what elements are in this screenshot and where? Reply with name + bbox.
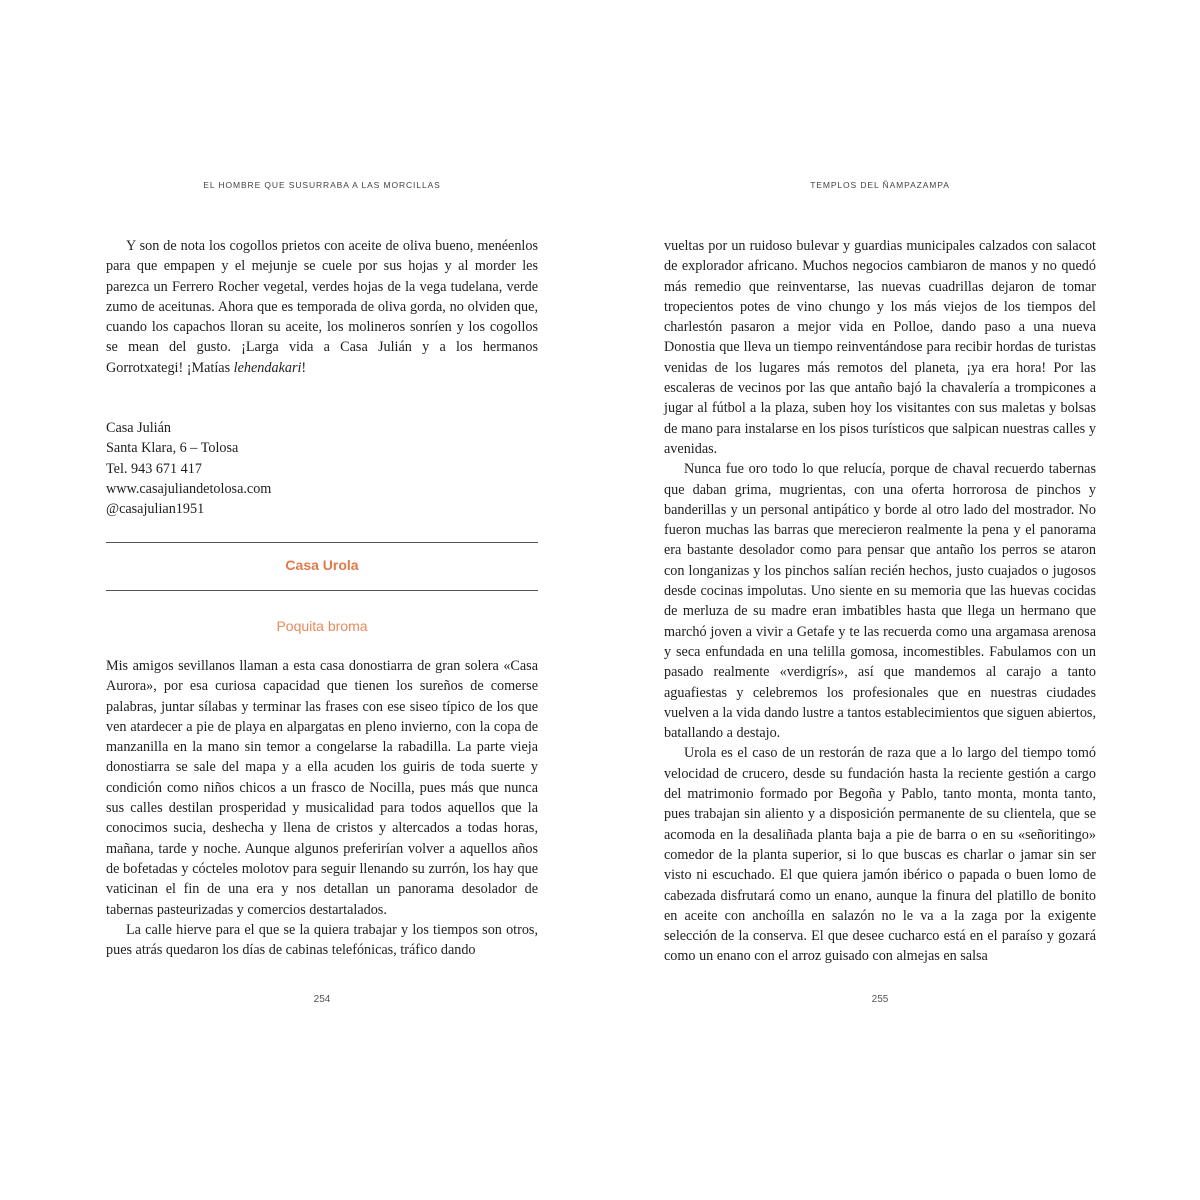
paragraph: Nunca fue oro todo lo que relucía, porque de chaval recuerdo tabernas que daban grima, mugrientas, con una oferta horrorosa de pinchos y banderillas y un personal antipático y borde al otro lado del mostrador. No fueron muchas las barras que merecieron realmente la pena y el panorama era bastante desolador como para pensar que antaño los perros se ataron con longanizas y los pinchos salían recién hechos, justo cuajados o jugosos desde cocinas impolutas. Uno siente en su memoria que las huevas cocidas de merluza de su madre eran imbatibles hasta que llega un hermano que marchó joven a vivir a Getafe y te las recuerda como una argamasa arenosa y seca enfundada en una telilla gomosa, incomestibles. Fabulamos con un pasado realmente «verdigrís», así que mandemos al carajo a tanto aguafiestas y celebremos los profesionales que en nuestras ciudades vuelven a la vida dando lustre a tantos establecimientos que siguen abiertos, batallando a destajo. <box>664 461 1096 742</box>
section-title: Casa Urola <box>285 557 359 573</box>
intro-text <box>106 236 538 378</box>
intro-paragraph-text: Y son de nota los cogollos prietos con aceite de oliva bueno, menéenlos para que empapen y el mejunje se cuele por sus hojas y al morder les parezca un Ferrero Rocher vegetal, verdes hojas de la vega tudelana, verde zumo de aceitunas. Ahora que es temporada de oliva gorda, no olviden que, cuando los capachos lloran su aceite, los molineros sonríen y los cogollos se mean del gusto. ¡Larga vida a Casa Julián y a los hermanos Gorrotxategi! ¡Matías <box>106 238 538 376</box>
address-block <box>106 418 538 519</box>
address-street: Santa Klara, 6 – Tolosa <box>106 440 239 457</box>
page-number-right: 255 <box>871 994 889 1005</box>
intro-paragraph-end: ! <box>301 359 307 376</box>
intro-paragraph-italic: lehendakari <box>233 359 302 376</box>
address-phone: Tel. 943 671 417 <box>106 460 202 477</box>
divider-bottom <box>106 590 538 591</box>
address-web: www.casajuliandetolosa.com <box>106 480 272 497</box>
address-social: @casajulian1951 <box>106 501 205 518</box>
running-head-left: EL HOMBRE QUE SUSURRABA A LAS MORCILLAS <box>203 180 441 190</box>
divider-top <box>106 542 538 543</box>
paragraph: Urola es el caso de un restorán de raza que a lo largo del tiempo tomó velocidad de crucero, desde su fundación hasta la reciente gestión a cargo del matrimonio formado por Begoña y Pablo, tanto monta, monta tanto, pues trabajan sin aliento y a disposición permanente de su clientela, que se acomoda en la desaliñada planta baja a pie de barra o en su «señoritingo» comedor de la planta superior, si lo que buscas es charlar o jamar sin ser visto ni escuchado. El que quiera jamón ibérico o papada o buen lomo de cabezada disfrutará como un enano, aunque la finura del platillo de bonito en aceite con anchoílla en salazón no le va a la zaga por la exigente selección de la conserva. El que desee cucharco está en el paraíso y gozará como un enano con el arroz guisado con almejas en salsa <box>664 745 1096 965</box>
paragraph: vueltas por un ruidoso bulevar y guardias municipales calzados con salacot de explorador africano. Muchos negocios cambiaron de manos y no quedó más remedio que reinventarse, las nuevas cuadrillas dejaron de tomar tropecientos potes de vino chungo y los más viejos de los tiempos del charlestón pasaron a mejor vida en Polloe, dando paso a una nueva Donostia que lleva un tiempo reinventándose para recibir hordas de turistas venidas de los lugares más remotos del planeta, ¡ya era hora! Por las escaleras de vecinos por las que antaño bajó la chavalería a trompicones a jugar al fútbol a la plaza, suben hoy los visitantes con sus maletas y bolsas de mano para instalarse en los pisos turísticos que salpican nuestras calles y avenidas. <box>664 238 1096 457</box>
page-number-left: 254 <box>313 994 331 1005</box>
paragraph: La calle hierve para el que se la quiera trabajar y los tiempos son otros, pues atrás quedaron los días de cabinas telefónicas, tráfico dando <box>106 921 538 959</box>
running-head-right: TEMPLOS DEL ÑAMPAZAMPA <box>810 180 950 190</box>
section-subtitle: Poquita broma <box>276 618 368 634</box>
paragraph: Mis amigos sevillanos llaman a esta casa donostiarra de gran solera «Casa Aurora», por esa curiosa capacidad que tienen los sureños de comerse palabras, juntar sílabas y terminar las frases con ese siseo típico de los que ven atardecer a pie de playa en alpargatas en pleno invierno, con la copa de manzanilla en la mano sin temor a congelarse la rabadilla. La parte vieja donostiarra se sale del mapa y a ella acuden los guiris de toda suerte y condición como niños chicos a un frasco de Nocilla, pues más que nunca sus calles destilan prosperidad y musicalidad para todos aquellos que la conocimos sucia, deshecha y llena de cristos y altercados a todas horas, mañana, tarde y noche. Aunque algunos preferirían volver a aquellos años de bofetadas y cócteles molotov para seguir llenando su zurrón, los hay que vaticinan el fin de una era y nos detallan un panorama desolador de tabernas pasteurizadas y comercios destartalados. <box>106 658 538 918</box>
section-body <box>106 656 538 960</box>
intro-paragraph <box>106 236 538 378</box>
left-page <box>106 0 538 1200</box>
address-name: Casa Julián <box>106 420 172 436</box>
right-page <box>664 0 1096 1200</box>
right-body <box>664 236 1096 967</box>
